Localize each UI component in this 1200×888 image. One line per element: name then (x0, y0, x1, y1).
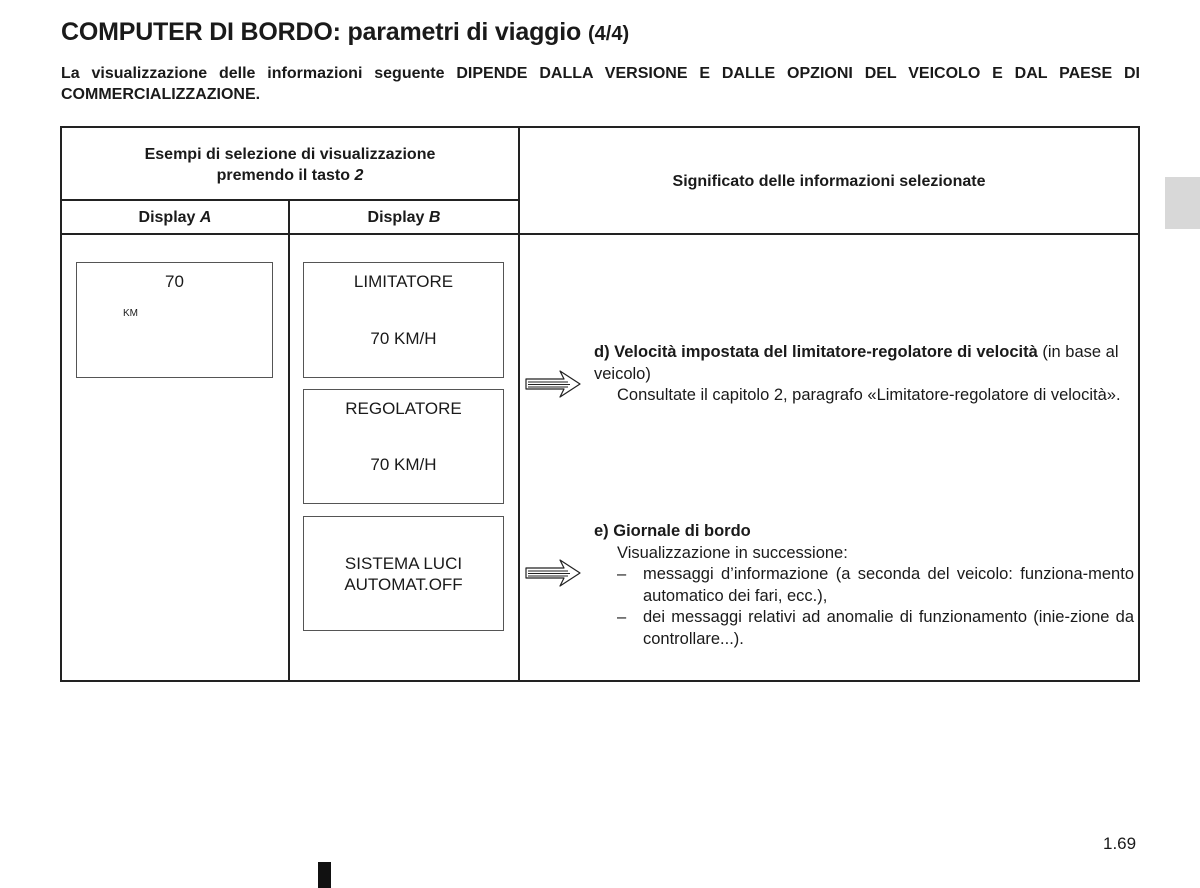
display-a-unit: KM (123, 308, 138, 319)
display-b-screen-regulator (303, 389, 504, 504)
display-a-header (62, 207, 288, 228)
item-d-heading (594, 342, 1134, 385)
item-e-title: e) Giornale di bordo (594, 522, 751, 540)
page-title-suffix: (4/4) (588, 23, 630, 45)
right-arrow-icon (524, 557, 582, 589)
item-d-description (594, 342, 1134, 407)
page-number: 1.69 (1103, 834, 1137, 853)
regulator-speed: 70 KM/H (370, 455, 437, 474)
item-d-title-rest: (in base al veicolo) (594, 343, 1119, 383)
limiter-label: LIMITATORE (353, 272, 454, 291)
display-a-screen (76, 262, 273, 378)
bullet-dash: – (617, 608, 627, 626)
footer-mark (318, 862, 331, 888)
examples-header-line2 (62, 165, 518, 186)
row-divider-examples (62, 199, 520, 201)
examples-header-line1: Esempi di selezione di visualizzazione (144, 146, 436, 163)
display-a-value: 70 (165, 272, 184, 291)
page-title (61, 18, 629, 47)
display-b-label: Display (367, 209, 429, 226)
row-divider-header (62, 233, 1138, 235)
item-e-bullet (594, 564, 1134, 607)
item-d-title: d) Velocità impostata del limitatore-regolatore di velocità (594, 343, 1038, 361)
col-divider-a-b (288, 200, 290, 680)
intro-note: La visualizzazione delle informazioni seguente DIPENDE DALLA VERSIONE E DALLE OPZIONI DEL VEICOLO E DAL PAESE DI COMMERCIALIZZAZIONE. (61, 65, 1140, 103)
lights-line2: AUTOMAT.OFF (344, 575, 463, 594)
display-b-header (290, 207, 518, 228)
item-e-bullet-text: dei messaggi relativi ad anomalie di funzionamento (inie-zione da controllare...). (643, 608, 1134, 648)
display-b-screen-lights (303, 516, 504, 631)
col-divider-examples-meaning (518, 128, 520, 680)
section-side-tab (1165, 177, 1200, 229)
page-title-main: COMPUTER DI BORDO: parametri di viaggio (61, 18, 582, 46)
display-a-label: Display (138, 209, 200, 226)
item-d-body: Consultate il capitolo 2, paragrafo «Limitatore-regolatore di velocità». (617, 386, 1121, 404)
item-e-bullet (594, 607, 1134, 650)
regulator-label: REGOLATORE (345, 399, 462, 418)
item-e-description (594, 521, 1134, 650)
right-arrow-icon (524, 368, 582, 400)
display-a-letter: A (199, 209, 212, 226)
meaning-header: Significato delle informazioni selezionate (672, 173, 986, 190)
display-b-letter: B (428, 209, 441, 226)
examples-header-line2-prefix: premendo il tasto (216, 167, 355, 184)
limiter-speed: 70 KM/H (370, 329, 437, 348)
bullet-dash: – (617, 565, 627, 583)
examples-header (62, 144, 518, 186)
item-e-bullet-text: messaggi d’informazione (a seconda del veicolo: funziona-mento automatico dei fari, ecc.), (643, 565, 1134, 605)
examples-header-key: 2 (354, 167, 364, 184)
item-e-intro: Visualizzazione in successione: (617, 543, 848, 562)
display-b-screen-limiter (303, 262, 504, 378)
lights-line1: SISTEMA LUCI (344, 554, 463, 573)
